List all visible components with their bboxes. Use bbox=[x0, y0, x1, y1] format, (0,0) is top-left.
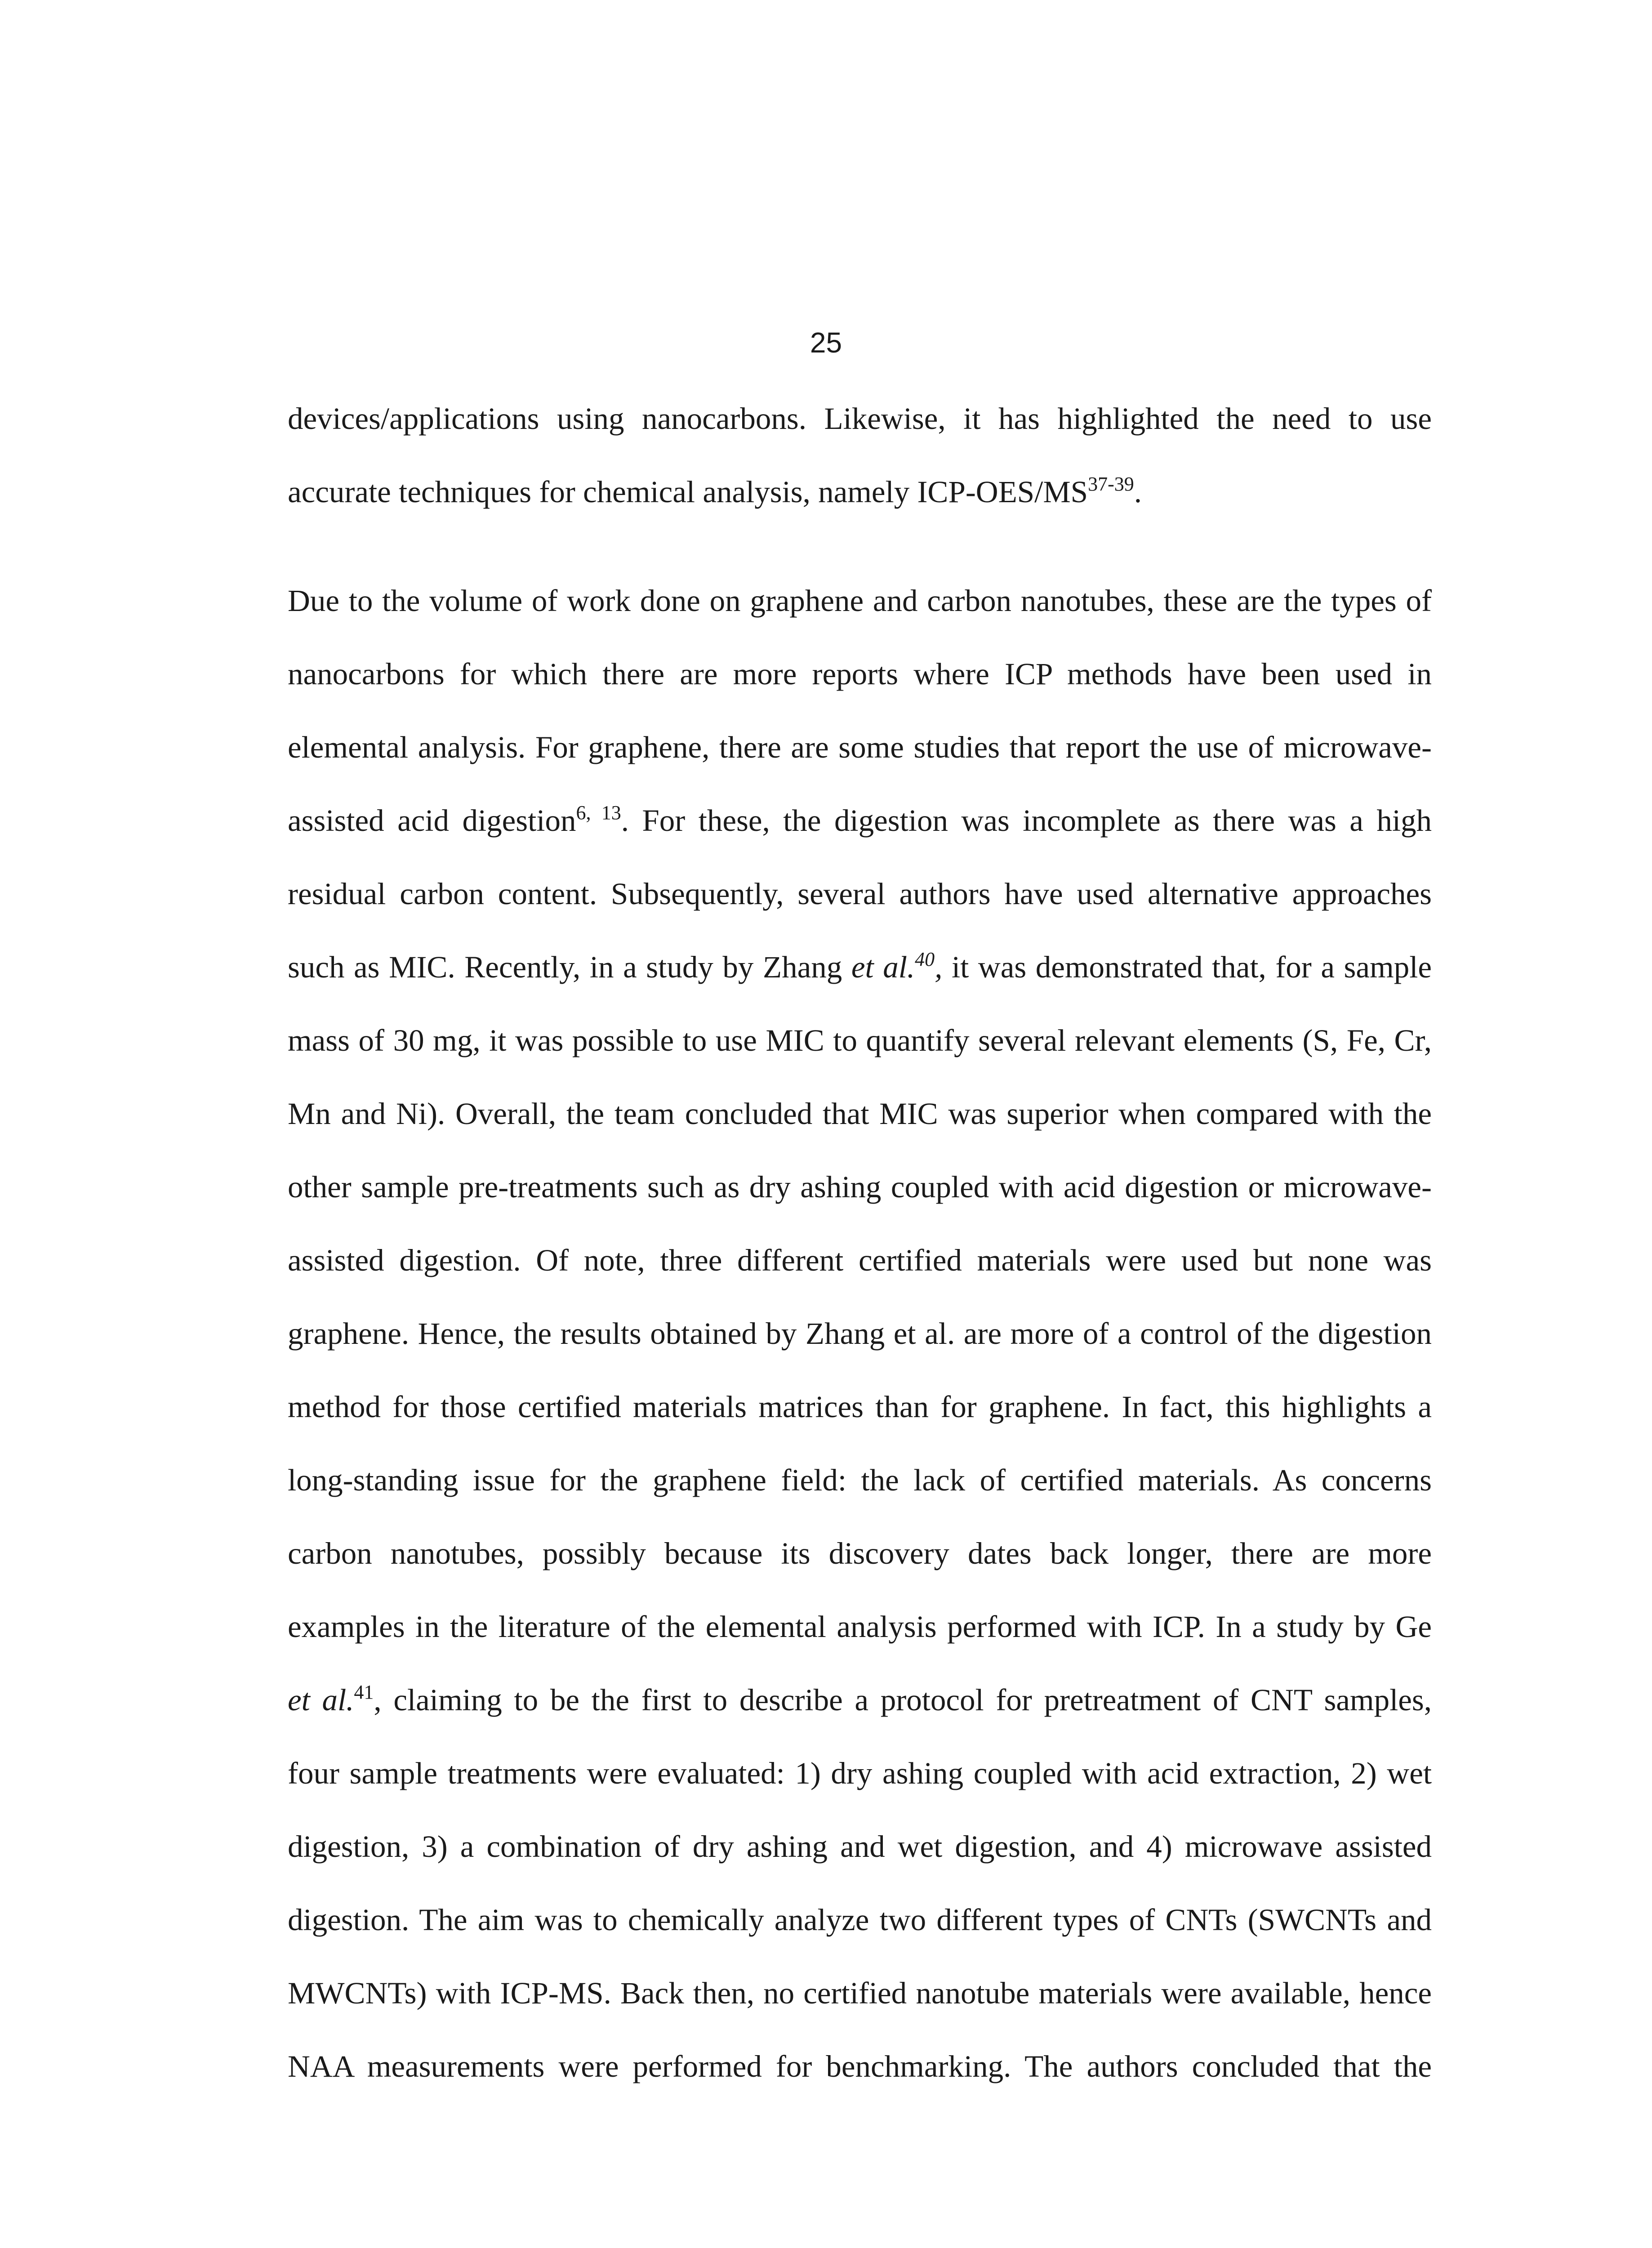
paragraph-1 bbox=[288, 382, 1432, 529]
text-line: other sample pre-treatments such as dry ashing coupled with acid digestion or microwave- bbox=[288, 1170, 1432, 1204]
text-line: long-standing issue for the graphene field: the lack of certified materials. As concerns bbox=[288, 1463, 1432, 1497]
citation-superscript: 41 bbox=[354, 1681, 374, 1703]
text-segment: assisted acid digestion bbox=[288, 803, 576, 838]
text-line: MWCNTs) with ICP-MS. Back then, no certified nanotube materials were available, hence bbox=[288, 1976, 1432, 2010]
citation-superscript: 6, 13 bbox=[576, 802, 621, 824]
text-segment: it was demonstrated that, for a sample bbox=[942, 950, 1432, 984]
text-segment: such as MIC. Recently, in a study by Zhang bbox=[288, 950, 851, 984]
italic-comma: , bbox=[935, 950, 943, 984]
text-segment: . For these, the digestion was incomplete as there was a high bbox=[621, 803, 1432, 838]
text-line: assisted digestion. Of note, three different certified materials were used but none was bbox=[288, 1243, 1432, 1277]
text-segment: . bbox=[1134, 475, 1142, 509]
text-line bbox=[288, 455, 1432, 529]
text-line: NAA measurements were performed for benchmarking. The authors concluded that the bbox=[288, 2049, 1432, 2083]
text-segment: , claiming to be the first to describe a protocol for pretreatment of CNT samples, bbox=[374, 1683, 1432, 1717]
text-line: mass of 30 mg, it was possible to use MIC to quantify several relevant elements (S, Fe, Cr, bbox=[288, 1023, 1432, 1057]
text-line: examples in the literature of the elemental analysis performed with ICP. In a study by Ge bbox=[288, 1610, 1432, 1644]
text-line: graphene. Hence, the results obtained by Zhang et al. are more of a control of the digestion bbox=[288, 1316, 1432, 1351]
text-line: Due to the volume of work done on graphene and carbon nanotubes, these are the types of bbox=[288, 584, 1432, 618]
text-line: digestion, 3) a combination of dry ashing and wet digestion, and 4) microwave assisted bbox=[288, 1829, 1432, 1864]
text-segment: accurate techniques for chemical analysis, namely ICP-OES/MS bbox=[288, 475, 1088, 509]
citation-superscript: 37-39 bbox=[1088, 473, 1134, 495]
text-line: devices/applications using nanocarbons. Likewise, it has highlighted the need to use bbox=[288, 401, 1432, 436]
page-number: 25 bbox=[810, 326, 842, 359]
text-line: four sample treatments were evaluated: 1) dry ashing coupled with acid extraction, 2) wet bbox=[288, 1756, 1432, 1790]
italic-citation-text: et al. bbox=[288, 1683, 354, 1717]
text-line: carbon nanotubes, possibly because its discovery dates back longer, there are more bbox=[288, 1536, 1432, 1570]
text-line bbox=[288, 931, 1432, 1004]
paragraph-2 bbox=[288, 564, 1432, 2103]
text-line: method for those certified materials matrices than for graphene. In fact, this highlights a bbox=[288, 1390, 1432, 1424]
citation-superscript bbox=[915, 948, 935, 970]
italic-citation-number: 40 bbox=[915, 948, 935, 970]
text-line: Mn and Ni). Overall, the team concluded that MIC was superior when compared with the bbox=[288, 1097, 1432, 1131]
text-line: nanocarbons for which there are more reports where ICP methods have been used in bbox=[288, 657, 1432, 691]
text-line bbox=[288, 1664, 1432, 1737]
text-line: residual carbon content. Subsequently, several authors have used alternative approaches bbox=[288, 877, 1432, 911]
italic-citation-text: et al. bbox=[851, 950, 915, 984]
text-line: digestion. The aim was to chemically analyze two different types of CNTs (SWCNTs and bbox=[288, 1903, 1432, 1937]
text-line: elemental analysis. For graphene, there are some studies that report the use of microwave- bbox=[288, 730, 1432, 764]
text-line bbox=[288, 784, 1432, 857]
